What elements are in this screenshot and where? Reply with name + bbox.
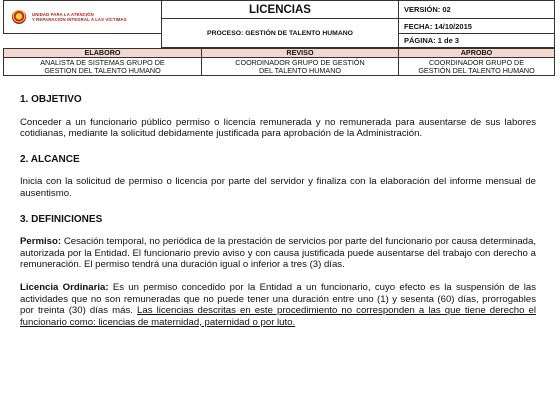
aprobo-line-1: COORDINADOR GRUPO DE: [428, 57, 525, 67]
aprobo-header: APROBO: [399, 49, 555, 58]
reviso-line-2: DEL TALENTO HUMANO: [258, 65, 341, 75]
date-label: FECHA: 14/10/2015: [399, 19, 555, 34]
header-table: [3, 0, 555, 48]
reviso-role: [202, 58, 399, 76]
document-header: [3, 0, 554, 76]
elaboro-line-1: ANALISTA DE SISTEMAS GRUPO DE: [40, 57, 165, 67]
definition-licencia-ordinaria: [20, 282, 536, 328]
signature-table: [3, 48, 555, 76]
logo-line-1: UNIDAD PARA LA ATENCIÓN: [32, 12, 94, 17]
signature-block: [3, 48, 554, 76]
definition-permiso: [20, 236, 536, 271]
reviso-header: REVISO: [202, 49, 399, 58]
elaboro-line-2: GESTION DEL TALENTO HUMANO: [44, 65, 161, 75]
document-body: [20, 94, 536, 328]
permiso-term: Permiso:: [20, 236, 62, 248]
page-number-label: PÁGINA: 1 de 3: [399, 34, 555, 48]
logo-cell: [4, 1, 162, 34]
licencia-term: Licencia Ordinaria:: [20, 281, 109, 293]
aprobo-line-2: GESTIÓN DEL TALENTO HUMANO: [418, 65, 535, 75]
aprobo-role: [399, 58, 555, 76]
permiso-text: Cesación temporal, no periódica de la prestación de servicios por parte del funcionario por causa determinada, autorizada por la Entidad. El funcionario previo aviso y con causa justificada puede ausentarse del trabajo con derecho a remuneración. El permiso tendrá una duración igual o inferior a tres (3) días.: [20, 236, 536, 271]
version-label: VERSIÓN: 02: [399, 1, 555, 19]
elaboro-role: [4, 58, 202, 76]
colombia-seal-icon: [12, 10, 26, 24]
section-objetivo-heading: 1. OBJETIVO: [20, 94, 82, 105]
licencia-underlined-note: Las licencias descritas en este procedimiento no corresponden a las que tiene derecho el funcionario como: licencias de maternidad, paternidad o por luto.: [20, 305, 536, 328]
elaboro-header: ELABORO: [4, 49, 202, 58]
section-alcance-text: Inicia con la solicitud de permiso o licencia por parte del servidor y finaliza con la elaboración del informe mensual de ausentismo.: [20, 176, 536, 199]
logo-line-2: Y REPARACIÓN INTEGRAL A LAS VÍCTIMAS: [32, 17, 127, 22]
logo-cell-bottom: [4, 34, 162, 48]
section-alcance-heading: 2. ALCANCE: [20, 153, 80, 165]
section-objetivo-text: Conceder a un funcionario público permiso o licencia remunerada y no remunerada para ausentarse de sus labores cotidianas, mediante la solicitud debidamente justificada para aprobación de la Administración.: [20, 116, 536, 140]
licencia-text: Es un permiso concedido por la Entidad a un funcionario, cuyo efecto es la suspensión de las actividades que no son remuneradas que no puede tener una duración entre uno (1) y sesenta (60) días, prorrogables por treinta (30) días más.: [20, 281, 536, 317]
document-title: LICENCIAS: [162, 1, 399, 19]
reviso-line-1: COORDINADOR GRUPO DE GESTIÓN: [235, 57, 365, 67]
process-label: PROCESO: GESTIÓN DE TALENTO HUMANO: [162, 19, 399, 48]
section-definiciones-heading: 3. DEFINICIONES: [20, 213, 103, 225]
agency-logo-text: [32, 12, 127, 22]
